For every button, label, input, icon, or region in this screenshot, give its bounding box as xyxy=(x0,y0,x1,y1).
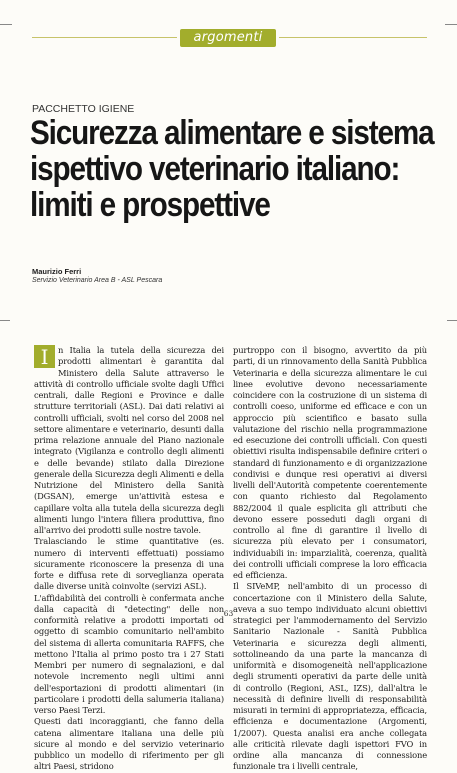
header-rule-left xyxy=(32,37,177,38)
body-column-left xyxy=(34,345,224,772)
paragraph: Questi dati incoraggianti, che fanno della catena alimentare italiana una delle più sicure al mondo e del servizio veterinario pubblico un modello di riferimento per gli altri Paesi, stridono xyxy=(34,716,224,772)
section-label: argomenti xyxy=(180,29,276,47)
paragraph: Tralasciando le stime quantitative (es. numero di interventi effettuati) possiamo sicuramente riconoscere la presenza di una forte e diffusa rete di sorveglianza operata dalle diverse unità coinvolte (servizi ASL). xyxy=(34,536,224,592)
paragraph: purtroppo con il bisogno, avvertito da più parti, di un rinnovamento della Sanità Pubblica Veterinaria e della sicurezza alimentare le cui linee evolutive devono necessariamente coincidere con la costruzione di un sistema di controlli coeso, uniforme ed efficace e con un approccio più scientifico e basato sulla valutazione del rischio nella programmazione ed esecuzione dei controlli ufficiali. Con questi obiettivi risulta indispensabile definire criteri o standard di funzionamento e di organizzazione condivisi e dunque resi operativi ai diversi livelli dell'Autorità competente coerentemente con quanto richiesto dal Regolamento 882/2004 il quale esplicita gli attributi che devono essere posseduti dagli organi di controllo al fine di garantire il livello di sicurezza più elevato per i consumatori, individuabili in: imparzialità, coerenza, qualità dei controlli ufficiali comprese la loro efficacia ed efficienza. xyxy=(233,345,427,580)
crop-mark xyxy=(447,320,457,321)
author-affiliation: Servizio Veterinario Area B - ASL Pescara xyxy=(32,277,163,284)
author-name: Maurizio Ferri xyxy=(32,267,82,276)
paragraph: Il SIVeMP, nell'ambito di un processo di concertazione con il Ministero della Salute, aveva a suo tempo individuato alcuni obiettivi strategici per l'ammodernamento del Servizio Sanitario Nazionale - Sanità Pubblica Veterinaria e sicurezza degli alimenti, sottolineando da una parte la mancanza di uniformità e disomogeneità nell'applicazione degli strumenti operativi da parte delle unità di controllo (Regioni, ASL, IZS), dall'altra le necessità di definire livelli di responsabilità misurati in termini di appropriatezza, efficacia, efficienza e documentazione (Argomenti, 1/2007). Questa analisi era anche collegata alle criticità rilevate dagli ispettori FVO in ordine alla mancanza di connessione funzionale tra i livelli centrale, xyxy=(233,581,427,772)
crop-mark xyxy=(445,24,457,25)
article-kicker: PACCHETTO IGIENE xyxy=(32,103,135,115)
page-number: 63 xyxy=(223,609,234,618)
crop-mark xyxy=(0,24,12,25)
paragraph: L'affidabilità dei controlli è confermata anche dalla capacità di "detecting" delle non conformità relative a prodotti importati od oggetto di scambio comunitario nell'ambito del sistema di allerta comunitaria RAFFS, che mettono l'Italia al primo posto tra i 27 Stati Membri per numero di segnalazioni, e dal notevole incremento negli ultimi anni dell'esportazioni di prodotti alimentari (in particolare i prodotti della salumeria italiana) verso Paesi Terzi. xyxy=(34,592,224,715)
body-column-right xyxy=(233,345,427,772)
drop-cap: I xyxy=(34,345,55,368)
crop-mark xyxy=(0,320,10,321)
paragraph: n Italia la tutela della sicurezza dei prodotti alimentari è garantita dal Ministero della Salute attraverso le attività di controllo ufficiale svolte dagli Uffici centrali, dalle Regioni e Province e dalle strutture territoriali (ASL). Dai dati relativi ai controlli ufficiali, svolti nel corso del 2008 nel settore alimentare e veterinario, desunti dalla prima relazione annuale del Piano nazionale integrato (Vigilanza e controllo degli alimenti e delle bevande) stilato dalla Direzione generale della Sicurezza degli Alimenti e della Nutrizione del Ministero della Sanità (DGSAN), emerge un'attività estesa e capillare volta alla tutela della sicurezza degli alimenti lungo l'intera filiera produttiva, fino all'arrivo dei prodotti sulle nostre tavole. xyxy=(34,345,224,535)
article-title: Sicurezza alimentare e sistema ispettivo veterinario italiano: limiti e prospettive xyxy=(30,114,434,224)
header-rule-right xyxy=(279,37,427,38)
